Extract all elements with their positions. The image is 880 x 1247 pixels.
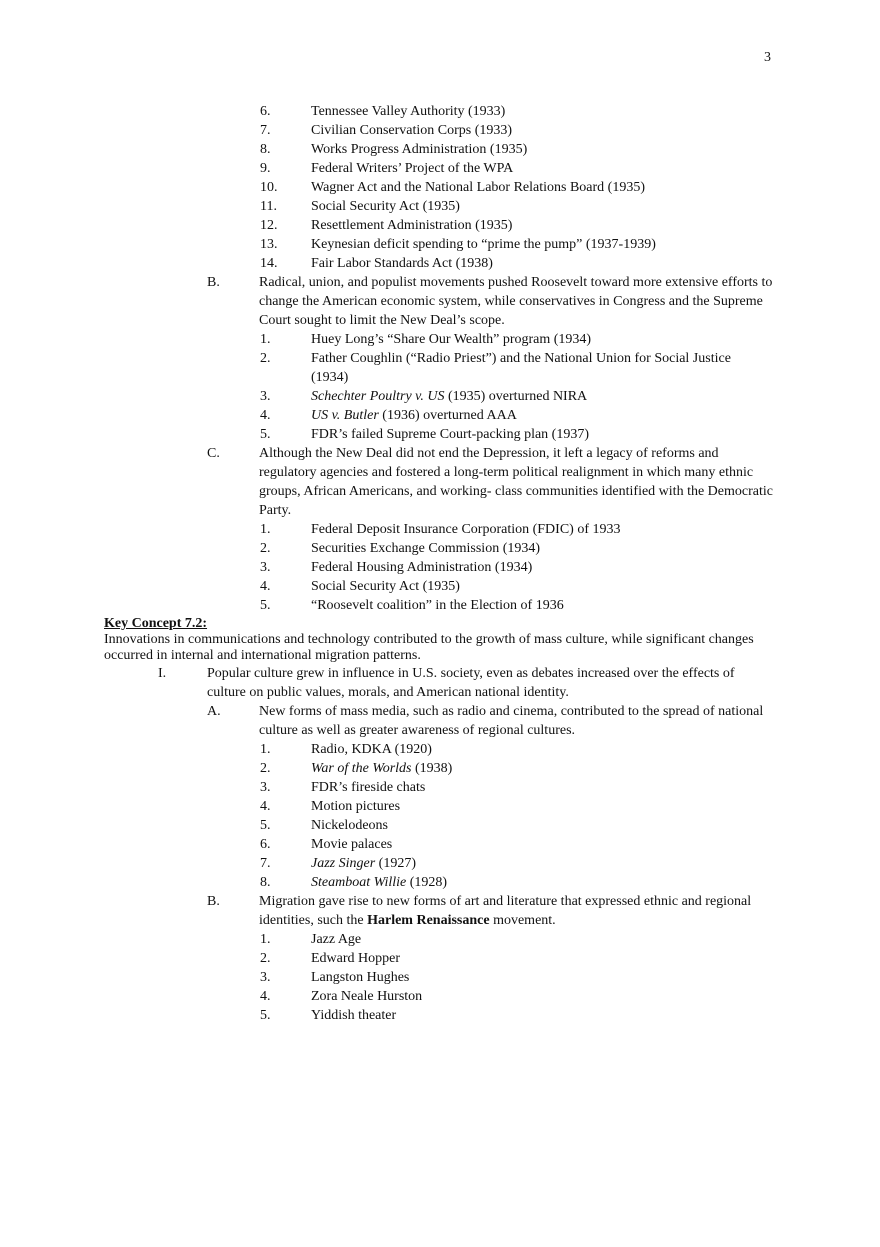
kc-section-b-heading: B. Migration gave rise to new forms of art and literature that expressed ethnic and regional identities, such the Harlem Renaissance movement. [207,894,752,928]
list-item: 11. Social Security Act (1935) [260,199,460,214]
list-item: 1. Huey Long’s “Share Our Wealth” program (1934) [260,332,592,347]
list-item: 7. Civilian Conservation Corps (1933) [260,123,513,138]
list-item: 2. War of the Worlds (1938) [260,761,453,776]
list-item: 14. Fair Labor Standards Act (1938) [260,256,493,271]
list-item: 8. Steamboat Willie (1928) [260,875,448,890]
outline-body [0,102,880,1025]
list-item: 4. Social Security Act (1935) [260,579,460,594]
list-item: 3. FDR’s fireside chats [260,780,426,795]
section-b-heading: B. Radical, union, and populist movements pushed Roosevelt toward more extensive efforts to change the American economic system, while conservatives in Congress and the Supreme Court sought to limit the New Deal’s scope. [207,275,773,328]
list-item: 4. Zora Neale Hurston [260,989,423,1004]
list-item: 12. Resettlement Administration (1935) [260,218,513,233]
list-item: 5. Yiddish theater [260,1008,397,1023]
list-item: 9. Federal Writers’ Project of the WPA [260,161,514,176]
list-item: 1. Federal Deposit Insurance Corporation (FDIC) of 1933 [260,522,621,537]
section-c-heading: C. Although the New Deal did not end the Depression, it left a legacy of reforms and regulatory agencies and fostered a long-term political realignment in which many ethnic groups, African Americans, and working- class communities identified with the Democratic Party. [207,446,773,518]
roman-heading: I. Popular culture grew in influence in U.S. society, even as debates increased over the effects of culture on public values, morals, and American national identity. [158,666,735,700]
list-item: 4. Motion pictures [260,799,401,814]
list-item: 13. Keynesian deficit spending to “prime the pump” (1937-1939) [260,237,656,252]
list-item: 3. Langston Hughes [260,970,410,985]
key-concept-heading: Key Concept 7.2: [104,616,208,631]
list-item: 8. Works Progress Administration (1935) [260,142,528,157]
list-item: 5. “Roosevelt coalition” in the Election of 1936 [260,598,564,613]
section-a-list [0,102,880,273]
list-item: 6. Tennessee Valley Authority (1933) [260,104,506,119]
list-item: 2. Securities Exchange Commission (1934) [260,541,541,556]
list-item: 3. Federal Housing Administration (1934) [260,560,533,575]
list-item: 3. Schechter Poultry v. US (1935) overturned NIRA [260,389,588,404]
page-number: 3 [764,50,771,65]
key-concept-text: Innovations in communications and technology contributed to the growth of mass culture, while significant changes occurred in internal and international migration patterns. [104,632,754,663]
list-item: 2. Father Coughlin (“Radio Priest”) and the National Union for Social Justice (1934) [260,351,731,385]
list-item: 10. Wagner Act and the National Labor Relations Board (1935) [260,180,645,195]
list-item: 1. Radio, KDKA (1920) [260,742,432,757]
list-item: 5. FDR’s failed Supreme Court-packing plan (1937) [260,427,590,442]
list-item: 2. Edward Hopper [260,951,401,966]
list-item: 5. Nickelodeons [260,818,388,833]
kc-section-a-heading: A. New forms of mass media, such as radio and cinema, contributed to the spread of national culture as well as greater awareness of regional cultures. [207,704,764,738]
list-item: 6. Movie palaces [260,837,393,852]
list-item: 7. Jazz Singer (1927) [260,856,416,871]
list-item: 1. Jazz Age [260,932,362,947]
list-item: 4. US v. Butler (1936) overturned AAA [260,408,517,423]
